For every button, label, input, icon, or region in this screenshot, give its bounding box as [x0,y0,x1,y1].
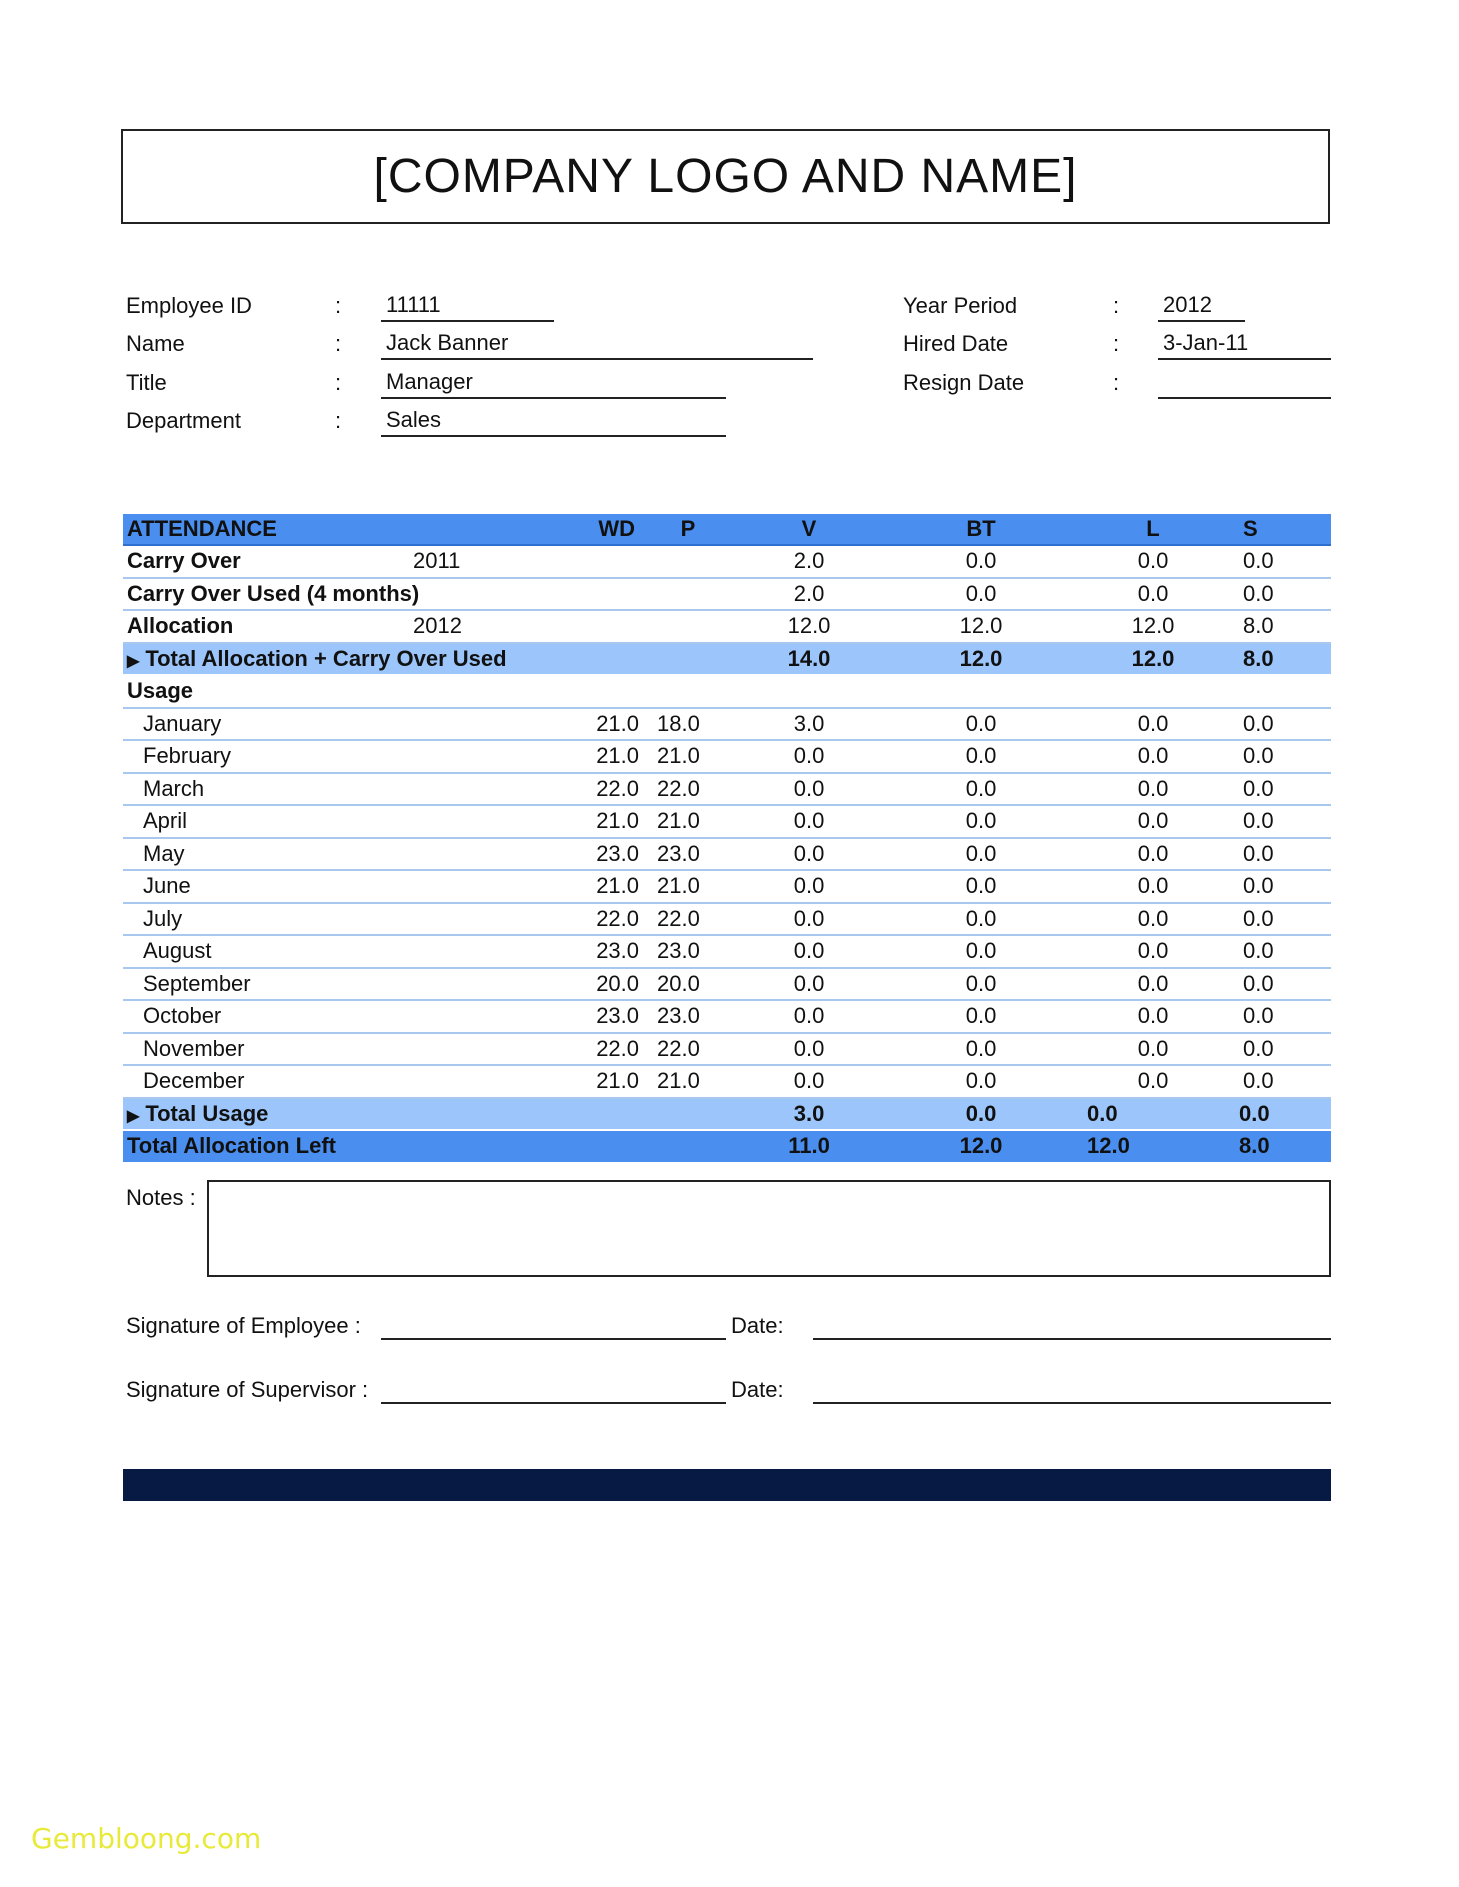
cell-l: 12.0 [1067,643,1239,676]
month-row [123,1065,1331,1098]
cell-wd: 23.0 [573,935,653,968]
name-field[interactable]: Jack Banner [381,330,813,360]
cell-bt: 0.0 [895,935,1067,968]
cell-s: 0.0 [1239,968,1331,1001]
cell-wd: 23.0 [573,1000,653,1033]
notes-field[interactable] [207,1180,1331,1277]
colon: : [335,408,342,433]
spacer [413,805,573,838]
header-s: S [1239,514,1331,545]
expand-triangle-icon[interactable]: ▶ [127,1107,140,1125]
cell-l: 0.0 [1067,838,1239,871]
usage-label: Usage [123,675,1331,708]
cell-bt: 0.0 [895,870,1067,903]
colon: : [1113,370,1120,395]
cell-l: 0.0 [1067,578,1239,611]
cell-bt: 0.0 [895,903,1067,936]
cell-v: 2.0 [723,578,895,611]
table-header-row [123,514,1331,545]
month-row [123,870,1331,903]
month-rows [123,708,1331,1098]
footer-bar [123,1469,1331,1501]
colon: : [335,293,342,318]
cell-bt: 0.0 [895,1098,1067,1131]
cell-l: 0.0 [1067,903,1239,936]
cell-bt: 0.0 [895,708,1067,741]
cell-v: 12.0 [723,610,895,643]
supervisor-date-label: Date: [731,1377,784,1402]
cell-bt: 0.0 [895,838,1067,871]
cell-s: 0.0 [1239,1065,1331,1098]
cell-s: 0.0 [1239,1033,1331,1066]
cell-l: 0.0 [1067,1033,1239,1066]
spacer [413,708,573,741]
title-field[interactable]: Manager [381,369,726,399]
cell-s: 0.0 [1239,773,1331,806]
cell-bt: 0.0 [895,773,1067,806]
cell-s: 0.0 [1239,740,1331,773]
cell-v: 0.0 [723,903,895,936]
company-logo-box [121,129,1330,224]
month-row [123,935,1331,968]
cell-p: 20.0 [653,968,723,1001]
cell-p: 23.0 [653,1000,723,1033]
cell-l: 0.0 [1067,740,1239,773]
cell-v: 3.0 [723,1098,895,1131]
title-label: Title [126,370,167,395]
cell-s: 0.0 [1239,870,1331,903]
row-year: 2011 [413,545,573,578]
month-row [123,1000,1331,1033]
cell-l: 0.0 [1067,805,1239,838]
usage-row [123,675,1331,708]
cell-v: 0.0 [723,773,895,806]
colon: : [335,331,342,356]
cell-s: 0.0 [1239,708,1331,741]
cell-s: 0.0 [1239,805,1331,838]
month-row [123,805,1331,838]
month-label: August [123,935,413,968]
month-row [123,968,1331,1001]
cell-l: 0.0 [1067,870,1239,903]
total-allocation-left-row [123,1130,1331,1162]
employee-id-field[interactable]: 11111 [381,292,554,322]
cell-v: 0.0 [723,870,895,903]
month-row [123,708,1331,741]
employee-signature-line[interactable] [381,1338,726,1340]
cell-s: 0.0 [1239,903,1331,936]
employee-date-line[interactable] [813,1338,1331,1340]
year-period-label: Year Period [903,293,1018,318]
spacer [413,935,573,968]
cell-v: 3.0 [723,708,895,741]
carry-over-row [123,545,1331,578]
cell-v: 0.0 [723,935,895,968]
month-row [123,1033,1331,1066]
cell-p: 22.0 [653,1033,723,1066]
cell-l: 0.0 [1067,1000,1239,1033]
row-label: Carry Over Used (4 months) [123,578,573,611]
cell-p: 23.0 [653,838,723,871]
cell-l: 0.0 [1067,773,1239,806]
cell-l: 12.0 [1067,610,1239,643]
spacer [413,1065,573,1098]
resign-date-label: Resign Date [903,370,1025,395]
cell-bt: 0.0 [895,545,1067,578]
cell-l: 0.0 [1067,545,1239,578]
header-v: V [723,514,895,545]
header-l: L [1067,514,1239,545]
month-label: April [123,805,413,838]
cell-l: 0.0 [1067,1098,1239,1131]
cell-v: 0.0 [723,968,895,1001]
cell-l: 0.0 [1067,1065,1239,1098]
month-label: March [123,773,413,806]
cell-wd: 21.0 [573,870,653,903]
month-label: September [123,968,413,1001]
supervisor-signature-line[interactable] [381,1402,726,1404]
spacer [413,903,573,936]
cell-bt: 0.0 [895,968,1067,1001]
cell-wd: 21.0 [573,805,653,838]
expand-triangle-icon[interactable]: ▶ [127,652,140,670]
cell-s: 0.0 [1239,545,1331,578]
spacer [413,773,573,806]
watermark: Gembloong.com [31,1822,262,1855]
month-row [123,740,1331,773]
row-label[interactable]: ▶ Total Allocation + Carry Over Used [123,643,573,676]
colon: : [1113,293,1120,318]
attendance-table [123,514,1331,1162]
cell-s: 8.0 [1239,1130,1331,1162]
hired-date-field[interactable]: 3-Jan-11 [1158,330,1331,360]
spacer [413,1033,573,1066]
cell-wd: 23.0 [573,838,653,871]
cell-bt: 12.0 [895,1130,1067,1162]
employee-date-label: Date: [731,1313,784,1338]
colon: : [335,370,342,395]
cell-p: 23.0 [653,935,723,968]
cell-p: 22.0 [653,773,723,806]
cell-bt: 0.0 [895,1000,1067,1033]
cell-s: 0.0 [1239,935,1331,968]
spacer [413,838,573,871]
cell-s: 0.0 [1239,578,1331,611]
cell-s: 0.0 [1239,1000,1331,1033]
resign-date-field[interactable] [1158,369,1331,399]
cell-bt: 0.0 [895,1033,1067,1066]
cell-p: 18.0 [653,708,723,741]
header-bt: BT [895,514,1067,545]
cell-p: 21.0 [653,740,723,773]
cell-v: 0.0 [723,740,895,773]
row-label[interactable]: ▶ Total Usage [123,1098,573,1131]
cell-v: 0.0 [723,805,895,838]
cell-v: 14.0 [723,643,895,676]
cell-p: 22.0 [653,903,723,936]
cell-v: 2.0 [723,545,895,578]
cell-wd: 21.0 [573,708,653,741]
colon: : [1113,331,1120,356]
row-year: 2012 [413,610,573,643]
total-allocation-row [123,643,1331,676]
cell-p: 21.0 [653,870,723,903]
row-label: Carry Over [123,545,413,578]
cell-p: 21.0 [653,1065,723,1098]
cell-v: 0.0 [723,1065,895,1098]
row-label: Allocation [123,610,413,643]
cell-v: 0.0 [723,1000,895,1033]
cell-v: 0.0 [723,1033,895,1066]
supervisor-date-line[interactable] [813,1402,1331,1404]
month-label: November [123,1033,413,1066]
employee-id-label: Employee ID [126,293,252,318]
cell-s: 8.0 [1239,610,1331,643]
spacer [413,740,573,773]
cell-s: 0.0 [1239,1098,1331,1131]
row-label: Total Allocation Left [123,1130,573,1162]
year-period-field[interactable]: 2012 [1158,292,1245,322]
cell-wd: 22.0 [573,773,653,806]
month-row [123,773,1331,806]
cell-s: 8.0 [1239,643,1331,676]
cell-bt: 12.0 [895,610,1067,643]
department-field[interactable]: Sales [381,407,726,437]
cell-bt: 0.0 [895,578,1067,611]
month-label: February [123,740,413,773]
cell-bt: 0.0 [895,805,1067,838]
header-wd: WD [573,514,653,545]
cell-wd: 22.0 [573,1033,653,1066]
cell-v: 0.0 [723,838,895,871]
month-label: June [123,870,413,903]
header-p: P [653,514,723,545]
cell-l: 0.0 [1067,935,1239,968]
spacer [413,968,573,1001]
company-logo-text: [COMPANY LOGO AND NAME] [373,150,1078,203]
total-usage-row [123,1098,1331,1131]
cell-s: 0.0 [1239,838,1331,871]
month-label: January [123,708,413,741]
cell-wd: 21.0 [573,740,653,773]
cell-bt: 12.0 [895,643,1067,676]
cell-wd: 22.0 [573,903,653,936]
cell-bt: 0.0 [895,740,1067,773]
notes-label: Notes : [126,1185,196,1210]
month-label: May [123,838,413,871]
header-attendance: ATTENDANCE [123,514,573,545]
cell-l: 12.0 [1067,1130,1239,1162]
cell-l: 0.0 [1067,968,1239,1001]
cell-v: 11.0 [723,1130,895,1162]
month-label: October [123,1000,413,1033]
allocation-row [123,610,1331,643]
hired-date-label: Hired Date [903,331,1009,356]
spacer [413,1000,573,1033]
cell-wd: 21.0 [573,1065,653,1098]
employee-signature-label: Signature of Employee : [126,1313,361,1338]
name-label: Name [126,331,185,356]
spacer [413,870,573,903]
carry-over-used-row [123,578,1331,611]
supervisor-signature-label: Signature of Supervisor : [126,1377,369,1402]
cell-bt: 0.0 [895,1065,1067,1098]
month-row [123,838,1331,871]
cell-wd: 20.0 [573,968,653,1001]
month-row [123,903,1331,936]
cell-p: 21.0 [653,805,723,838]
month-label: July [123,903,413,936]
department-label: Department [126,408,241,433]
month-label: December [123,1065,413,1098]
cell-l: 0.0 [1067,708,1239,741]
